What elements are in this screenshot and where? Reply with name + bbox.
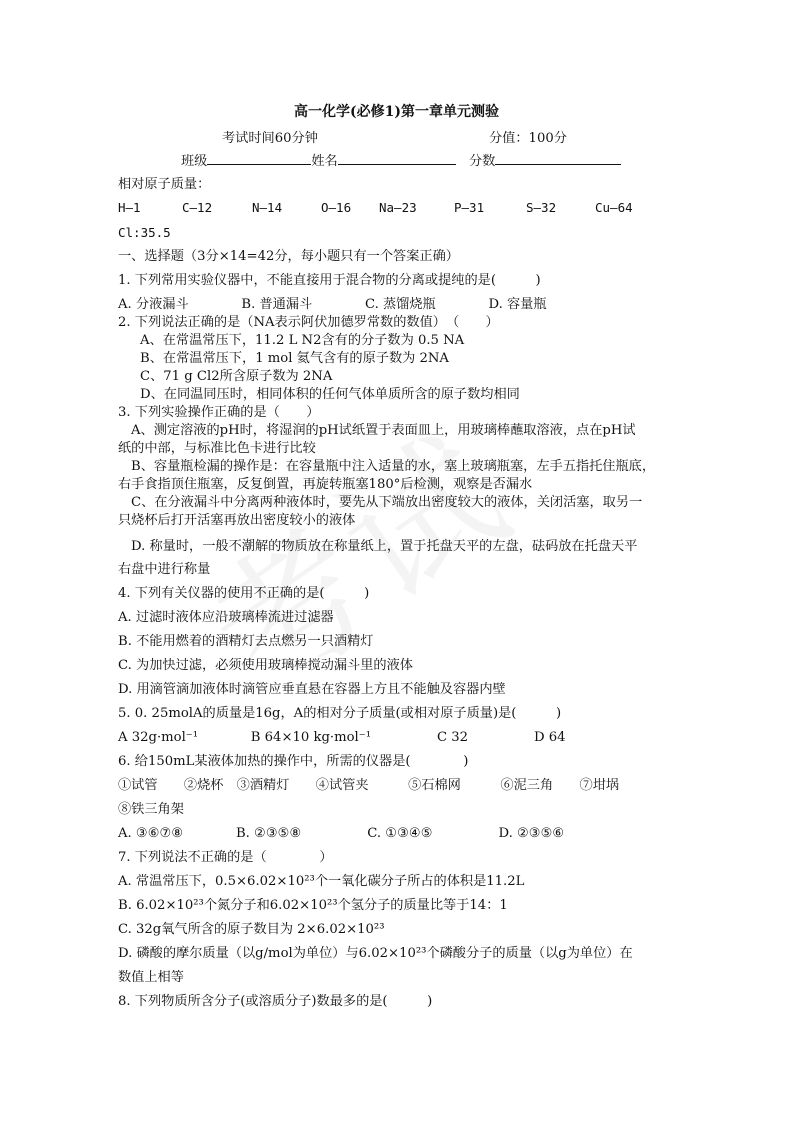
question-4-option-d: D. 用滴管滴加液体时滴管应垂直悬在容器上方且不能触及容器内壁 xyxy=(118,682,506,697)
question-6-options: A. ③⑥⑦⑧ B. ②③⑤⑧ C. ①③④⑤ D. ②③⑤⑥ xyxy=(118,826,565,841)
question-2-option-c: C、71 g Cl2所含原子数为 2NA xyxy=(140,369,333,384)
section-heading: 一、选择题（3分×14=42分，每小题只有一个答案正确） xyxy=(118,249,459,264)
question-3-option-d-line2: 右盘中进行称量 xyxy=(118,562,211,577)
question-3-option-b-line2: 右手食指顶住瓶塞，反复倒置，再旋转瓶塞180°后检测，观察是否漏水 xyxy=(118,477,533,492)
question-2: 2. 下列说法正确的是（NA表示阿伏加德罗常数的数值） （ ） xyxy=(118,315,499,330)
question-3-option-c-line2: 只烧杯后打开活塞再放出密度较小的液体 xyxy=(118,513,356,528)
question-7-option-a: A. 常温常压下，0.5×6.02×10²³个一氧化碳分子所占的体积是11.2L xyxy=(118,874,525,889)
mass-cl: Cl:35.5 xyxy=(118,225,171,240)
question-2-option-a: A、在常温常压下，11.2 L N2含有的分子数为 0.5 NA xyxy=(140,333,465,348)
question-3-option-a-line1: A、测定溶液的pH时，将湿润的pH试纸置于表面皿上，用玻璃棒蘸取溶液，点在pH试 xyxy=(131,423,636,438)
name-blank[interactable] xyxy=(338,151,456,165)
question-6: 6. 给150mL某液体加热的操作中，所需的仪器是( ) xyxy=(118,754,469,769)
score-label: 分数 xyxy=(468,154,496,169)
mass-cu: Cu—64 xyxy=(595,200,633,215)
atomic-mass-heading: 相对原子质量： xyxy=(118,177,211,192)
score-total: 分值：100分 xyxy=(489,131,567,146)
question-1: 1. 下列常用实验仪器中，不能直接用于混合物的分离或提纯的是( ) xyxy=(118,273,541,288)
mass-s: S—32 xyxy=(526,200,557,215)
class-label: 班级 xyxy=(181,154,208,169)
question-3-option-c-line1: C、在分液漏斗中分离两种液体时，要先从下端放出密度较大的液体，关闭活塞，取另一 xyxy=(131,495,643,510)
student-info-row xyxy=(181,151,621,171)
exam-time: 考试时间60分钟 xyxy=(222,131,318,146)
name-label: 姓名 xyxy=(311,154,338,169)
question-4-option-a: A. 过滤时液体应沿玻璃棒流进过滤器 xyxy=(118,610,334,625)
question-2-option-d: D、在同温同压时，相同体积的任何气体单质所含的原子数均相同 xyxy=(140,387,520,402)
question-6-items-line1: ①试管 ②烧杯 ③酒精灯 ④试管夹 ⑤石棉网 ⑥泥三角 ⑦坩埚 xyxy=(118,778,620,793)
score-blank[interactable] xyxy=(495,151,621,165)
class-blank[interactable] xyxy=(207,151,311,165)
question-5-options: A 32g·mol⁻¹ B 64×10 kg·mol⁻¹ C 32 D 64 xyxy=(118,730,566,745)
question-3-option-a-line2: 纸的中部，与标准比色卡进行比较 xyxy=(118,441,316,456)
question-4-option-b: B. 不能用燃着的酒精灯去点燃另一只酒精灯 xyxy=(118,634,374,649)
question-3-option-d-line1: D. 称量时，一般不潮解的物质放在称量纸上，置于托盘天平的左盘，砝码放在托盘天平 xyxy=(131,539,638,554)
question-2-option-b: B、在常温常压下，1 mol 氦气含有的原子数为 2NA xyxy=(140,351,449,366)
question-4-option-c: C. 为加快过滤，必须使用玻璃棒搅动漏斗里的液体 xyxy=(118,658,413,673)
mass-p: P—31 xyxy=(454,200,485,215)
question-6-items-line2: ⑧铁三角架 xyxy=(118,802,184,817)
question-4: 4. 下列有关仪器的使用不正确的是( ) xyxy=(118,586,370,601)
page-title: 高一化学(必修1)第一章单元测验 xyxy=(294,104,499,120)
question-3-option-b-line1: B、容量瓶检漏的操作是：在容量瓶中注入适量的水，塞上玻璃瓶塞，左手五指托住瓶底， xyxy=(131,459,655,474)
question-7-option-c: C. 32g氧气所含的原子数目为 2×6.02×10²³ xyxy=(118,922,385,937)
question-1-options: A. 分液漏斗 B. 普通漏斗 C. 蒸馏烧瓶 D. 容量瓶 xyxy=(118,297,547,312)
question-7-option-b: B. 6.02×10²³个氮分子和6.02×10²³个氢分子的质量比等于14：1 xyxy=(118,898,508,913)
question-7-option-d-line2: 数值上相等 xyxy=(118,970,184,985)
mass-na: Na—23 xyxy=(379,200,417,215)
question-8: 8. 下列物质所含分子(或溶质分子)数最多的是( ) xyxy=(118,994,433,1009)
question-5: 5. 0. 25molA的质量是16g，A的相对分子质量(或相对原子质量)是( ) xyxy=(118,706,562,721)
mass-c: C—12 xyxy=(182,200,213,215)
question-7-option-d-line1: D. 磷酸的摩尔质量（以g/mol为单位）与6.02×10²³个磷酸分子的质量（以g为单位）在 xyxy=(118,946,633,961)
mass-o: O—16 xyxy=(321,200,352,215)
question-7: 7. 下列说法不正确的是（ ） xyxy=(118,850,333,865)
mass-n: N—14 xyxy=(252,200,283,215)
mass-h: H—1 xyxy=(118,200,141,215)
question-3: 3. 下列实验操作正确的是（ ） xyxy=(118,405,320,420)
